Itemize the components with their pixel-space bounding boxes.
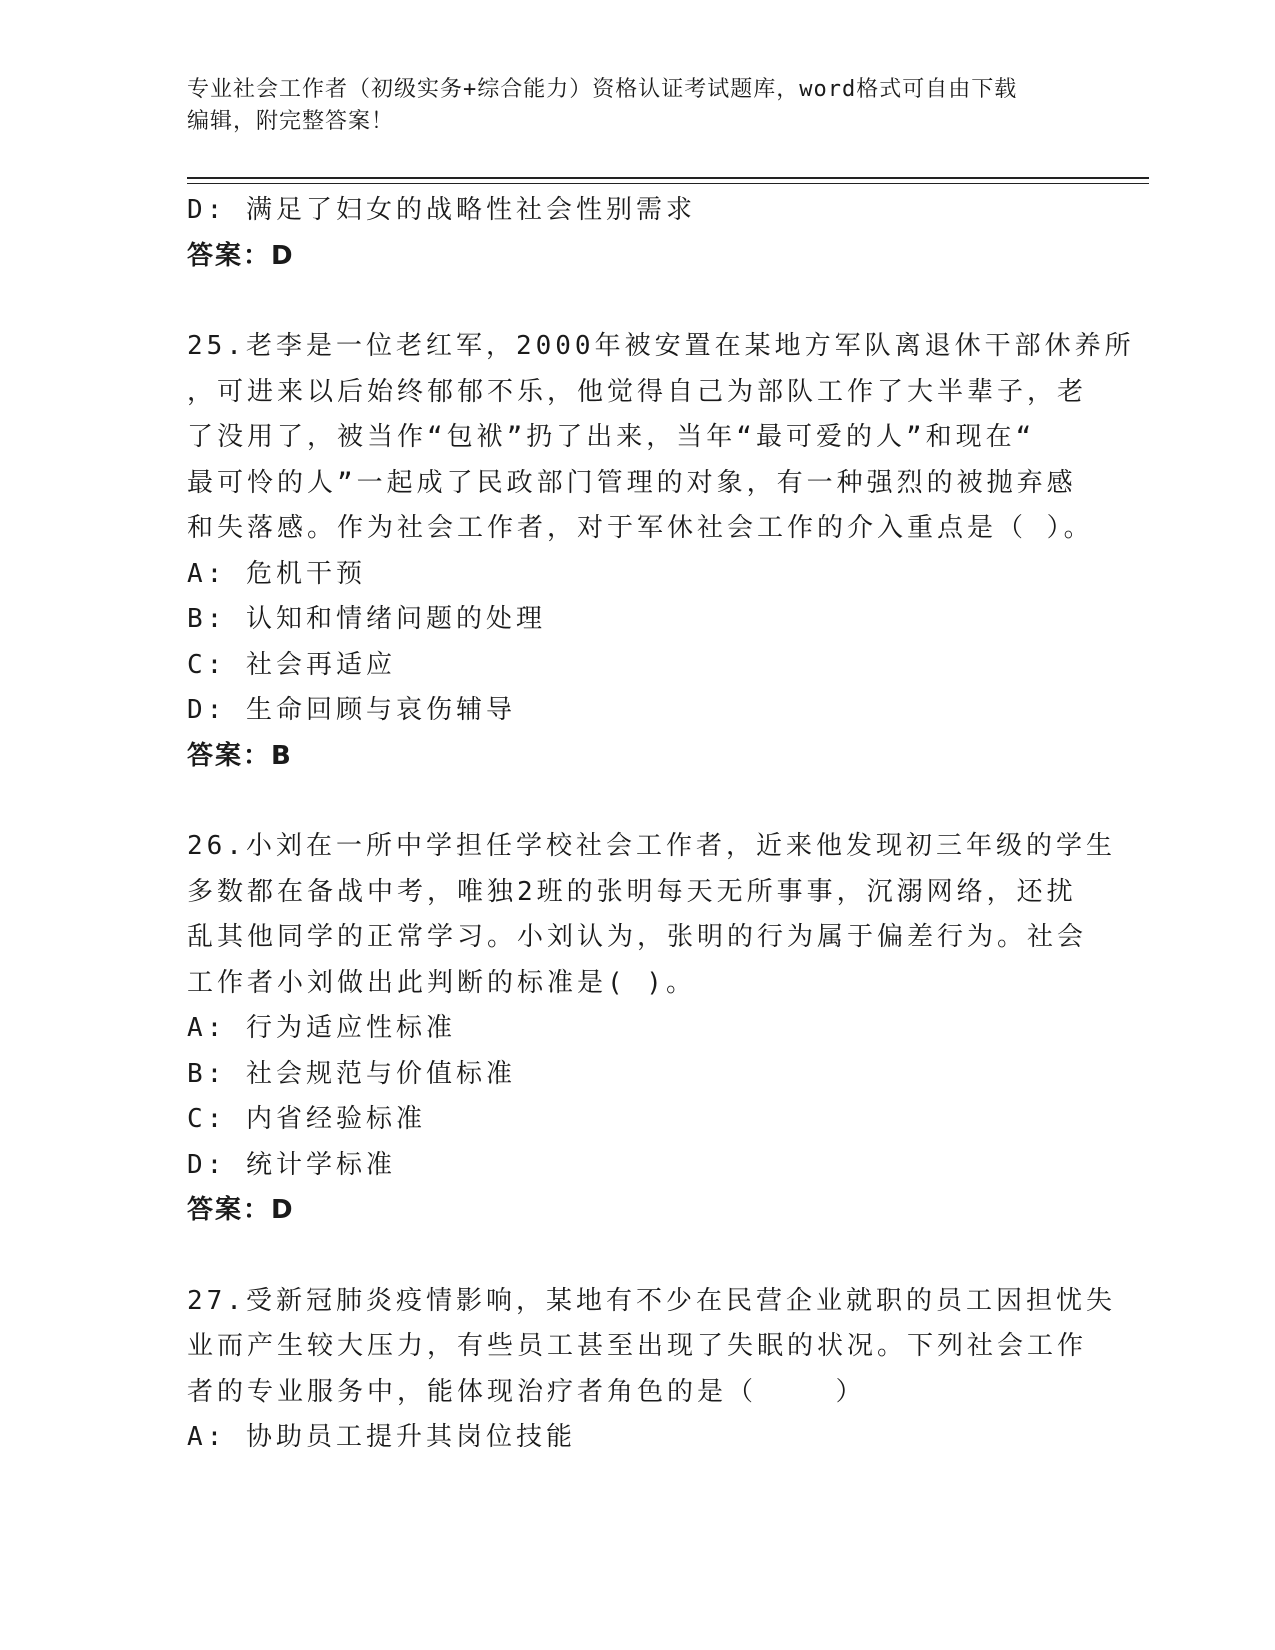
question-27	[187, 1279, 1116, 1461]
question-text-line: 了没用了，被当作“包袱”扔了出来，当年“最可爱的人”和现在“	[187, 422, 1036, 452]
question-25	[187, 324, 1135, 779]
option-d: D: 满足了妇女的战略性社会性别需求	[187, 195, 696, 225]
header-divider-thick	[187, 177, 1149, 179]
question-text-line: 27.受新冠肺炎疫情影响，某地有不少在民营企业就职的员工因担忧失	[187, 1285, 1116, 1316]
spacer	[187, 779, 1087, 824]
spacer	[187, 279, 1087, 324]
question-list	[187, 188, 1135, 1461]
answer: 答案：D	[187, 240, 295, 271]
question-26	[187, 824, 1116, 1234]
question-text-line: 乱其他同学的正常学习。小刘认为，张明的行为属于偏差行为。社会	[187, 922, 1088, 952]
header-divider-thin	[187, 183, 1149, 184]
spacer	[187, 1234, 1087, 1279]
question-text-line: 26.小刘在一所中学担任学校社会工作者，近来他发现初三年级的学生	[187, 831, 1116, 861]
option-c: C: 内省经验标准	[187, 1104, 426, 1134]
option-b: B: 认知和情绪问题的处理	[187, 604, 546, 634]
question-text-line: 者的专业服务中，能体现治疗者角色的是（ ）	[187, 1376, 866, 1407]
question-text-line: 多数都在备战中考，唯独2班的张明每天无所事事，沉溺网络，还扰	[187, 876, 1077, 907]
answer: 答案：D	[187, 1195, 295, 1225]
option-b: B: 社会规范与价值标准	[187, 1058, 516, 1089]
question-text-line: 最可怜的人”一起成了民政部门管理的对象，有一种强烈的被抛弃感	[187, 467, 1077, 498]
question-text-line: ，可进来以后始终郁郁不乐，他觉得自己为部队工作了大半辈子，老	[187, 376, 1088, 407]
option-a: A: 危机干预	[187, 558, 366, 589]
header-line-1: 专业社会工作者（初级实务+综合能力）资格认证考试题库，word格式可自由下载	[187, 77, 1018, 102]
question-text-line: 25.老李是一位老红军，2000年被安置在某地方军队离退休干部休养所	[187, 331, 1135, 361]
question-text-line: 工作者小刘做出此判断的标准是( )。	[187, 967, 696, 998]
option-a: A: 行为适应性标准	[187, 1013, 456, 1043]
option-c: C: 社会再适应	[187, 649, 396, 680]
question-text-line: 业而产生较大压力，有些员工甚至出现了失眠的状况。下列社会工作	[187, 1331, 1088, 1361]
option-a: A: 协助员工提升其岗位技能	[187, 1422, 576, 1452]
option-d: D: 生命回顾与哀伤辅导	[187, 695, 516, 725]
question-24	[187, 188, 1087, 279]
question-text-line: 和失落感。作为社会工作者，对于军休社会工作的介入重点是（ ）。	[187, 513, 1094, 543]
option-d: D: 统计学标准	[187, 1149, 396, 1180]
answer: 答案：B	[187, 740, 293, 771]
page-header	[187, 74, 1087, 138]
header-line-2: 编辑，附完整答案！	[187, 109, 395, 134]
